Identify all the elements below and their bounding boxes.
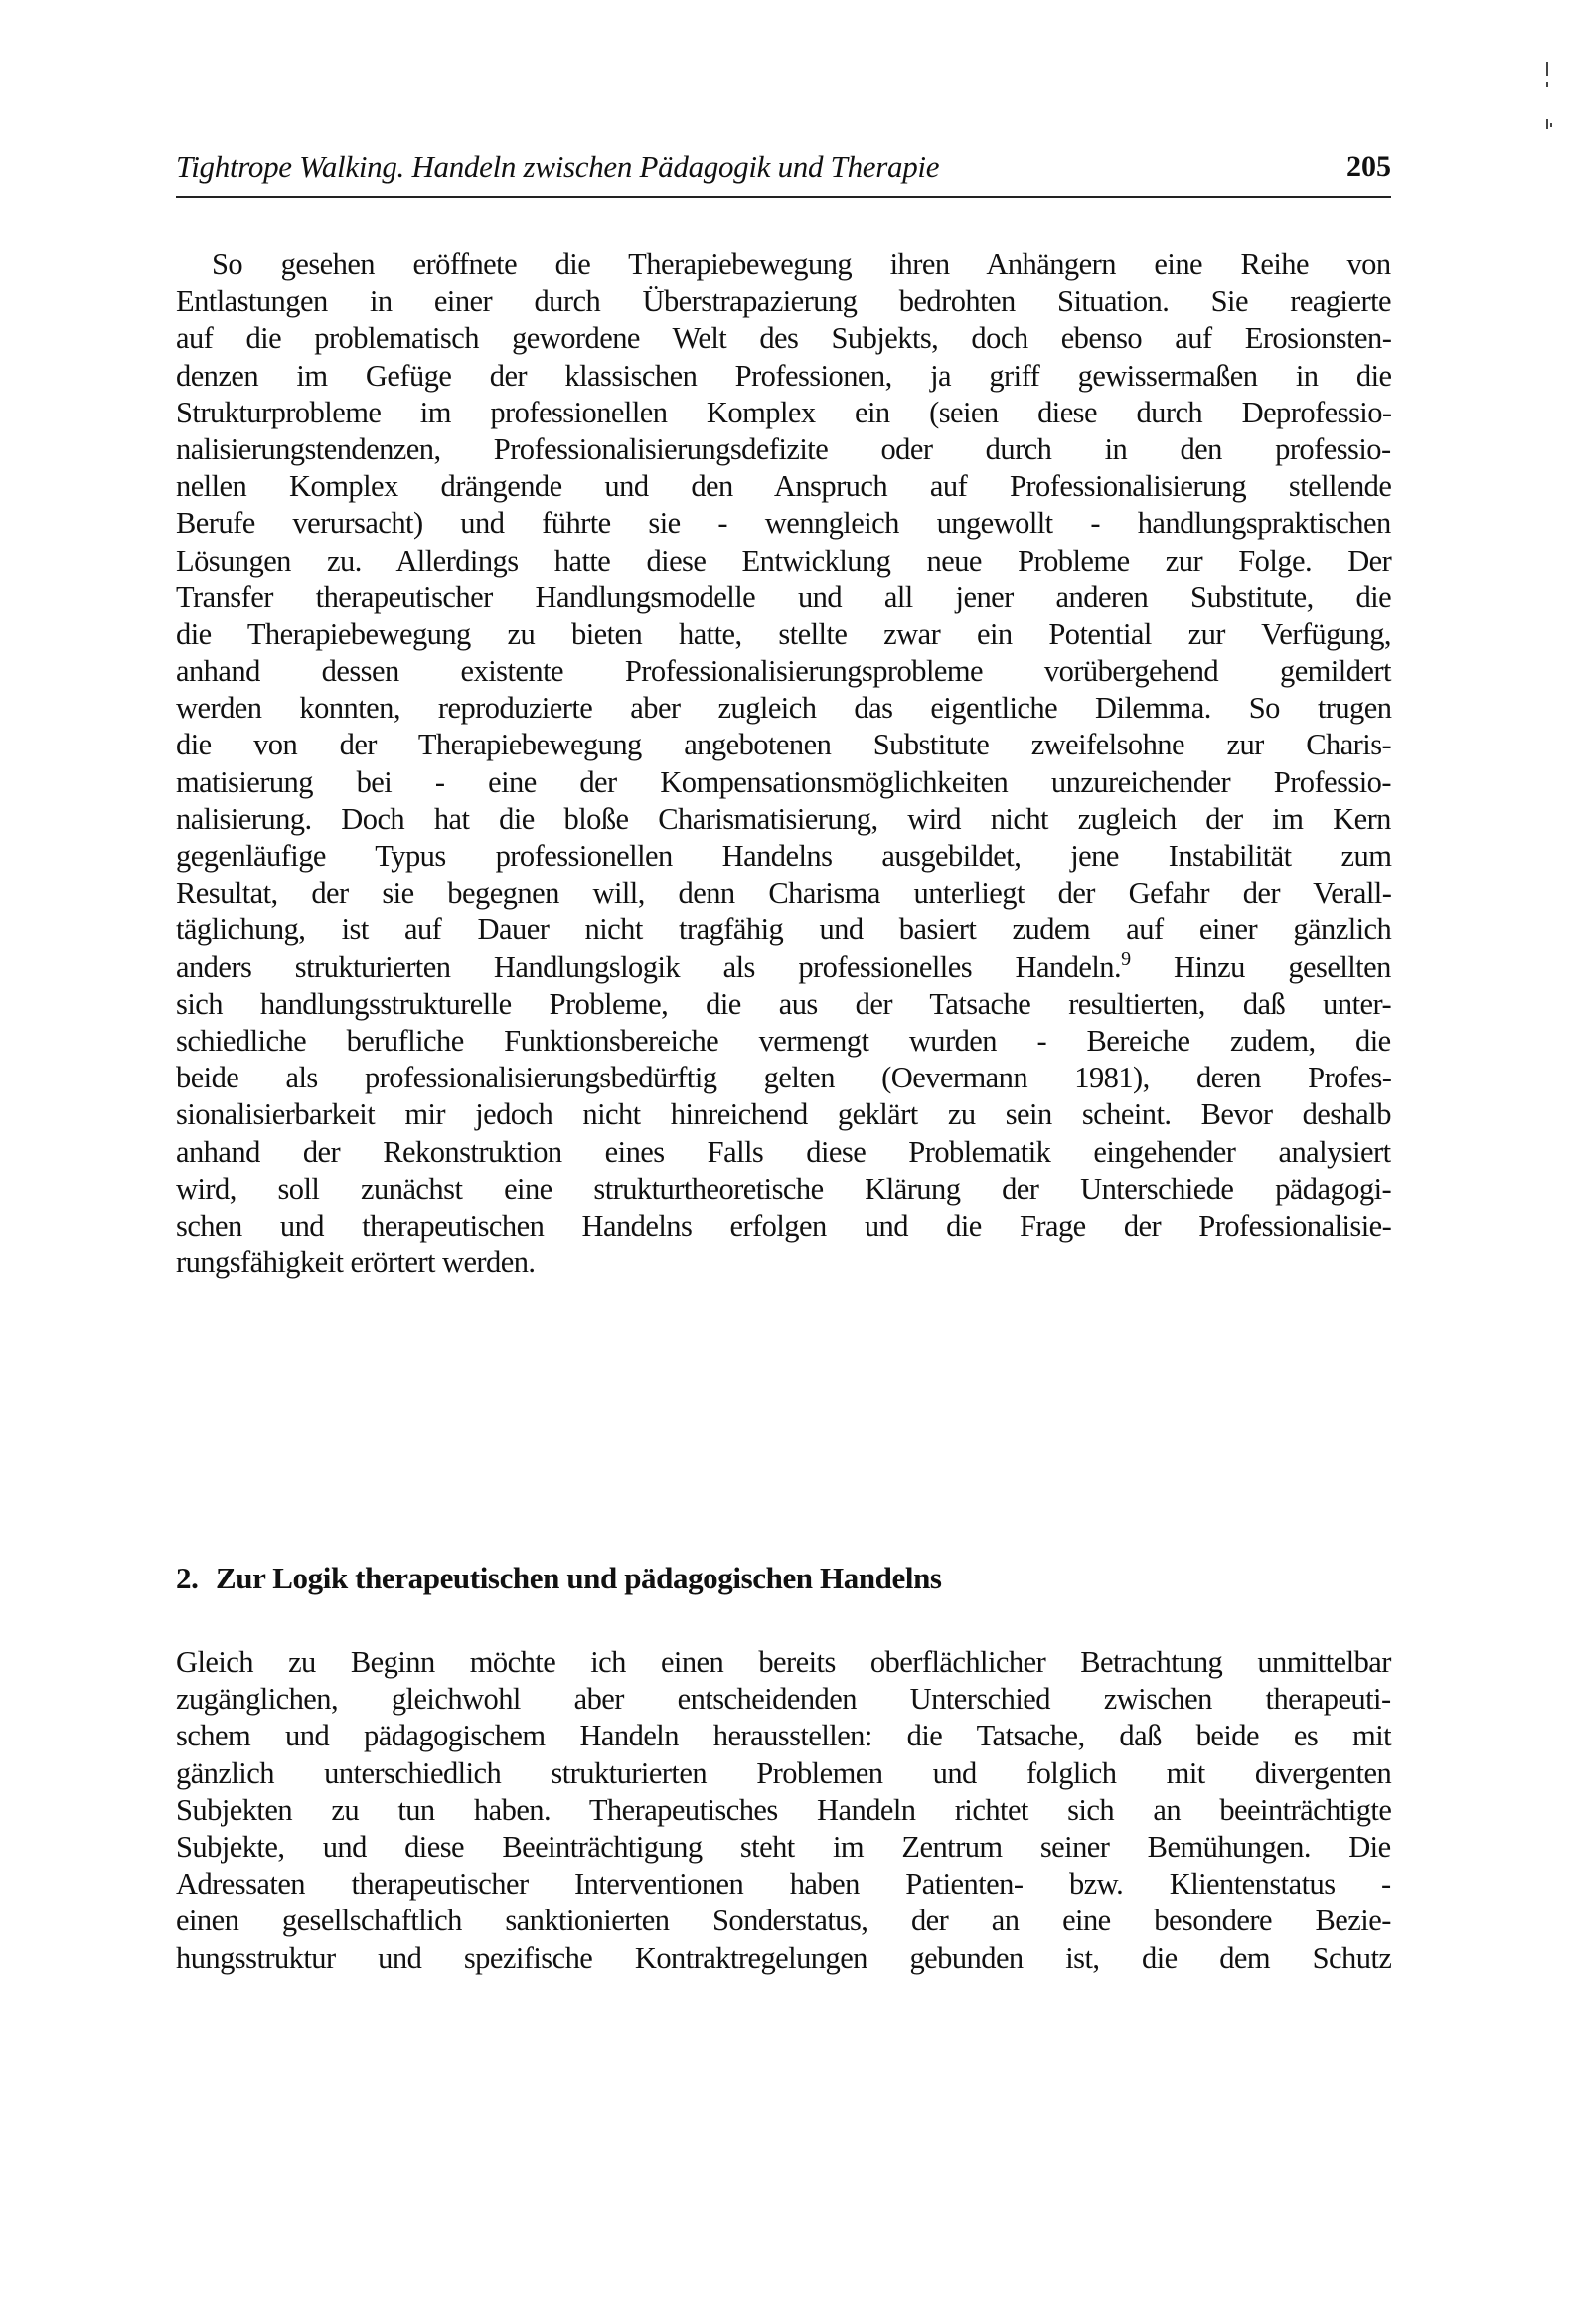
paragraph-line: matisierung bei - eine der Kompensationsmöglichkeiten unzureichender Professio- xyxy=(176,764,1391,799)
paragraph-line: anhand der Rekonstruktion eines Falls diese Problematik eingehender analysiert xyxy=(176,1134,1391,1169)
paragraph-line: Subjekten zu tun haben. Therapeutisches Handeln richtet sich an beeinträchtigte xyxy=(176,1792,1392,1827)
paragraph-line: Adressaten therapeutischer Interventionen haben Patienten- bzw. Klientenstatus - xyxy=(176,1867,1391,1902)
paragraph-line: täglichung, ist auf Dauer nicht tragfähig und basiert zudem auf einer gänzlich xyxy=(176,913,1392,947)
paragraph-line: So gesehen eröffnete die Therapiebewegung ihren Anhängern eine Reihe von xyxy=(212,248,1391,281)
paragraph-line: Berufe verursacht) und führte sie - wenngleich ungewollt - handlungspraktischen xyxy=(176,506,1391,541)
paragraph-line: Subjekte, und diese Beeinträchtigung steht im Zentrum seiner Bemühungen. Die xyxy=(176,1829,1391,1864)
paragraph-line: gänzlich unterschiedlich strukturierten Problemen und folglich mit divergenten xyxy=(176,1755,1392,1790)
paragraph-line: nalisierung. Doch hat die bloße Charismatisierung, wird nicht zugleich der im Kern xyxy=(176,801,1391,836)
paragraph-line: die von der Therapiebewegung angebotenen Substitute zweifelsohne zur Charis- xyxy=(176,728,1392,762)
paragraph-line: Gleich zu Beginn möchte ich einen bereits oberflächlicher Betrachtung unmittelbar xyxy=(176,1645,1391,1679)
paragraph-line: zugänglichen, gleichwohl aber entscheidenden Unterschied zwischen therapeuti- xyxy=(176,1682,1391,1717)
paragraph-line: wird, soll zunächst eine strukturtheoretische Klärung der Unterschiede pädagogi- xyxy=(176,1171,1392,1206)
header-rule xyxy=(176,196,1391,198)
paragraph-line: denzen im Gefüge der klassischen Professionen, ja griff gewissermaßen in die xyxy=(176,358,1392,393)
paragraph-line: gegenläufige Typus professionellen Handelns ausgebildet, jene Instabilität zum xyxy=(176,839,1392,873)
paragraph-line: die Therapiebewegung zu bieten hatte, stellte zwar ein Potential zur Verfügung, xyxy=(176,616,1391,651)
running-title: Tightrope Walking. Handeln zwischen Pädagogik und Therapie xyxy=(176,149,940,184)
page-number: 205 xyxy=(1346,150,1391,183)
paragraph-line: auf die problematisch gewordene Welt des Subjekts, doch ebenso auf Erosionsten- xyxy=(176,321,1392,356)
section-number: 2. xyxy=(176,1561,199,1595)
paragraph-line: anhand dessen existente Professionalisierungsprobleme vorübergehend gemildert xyxy=(176,654,1391,689)
paragraph-line: sich handlungsstrukturelle Probleme, die aus der Tatsache resultierten, daß unter- xyxy=(176,986,1392,1021)
paragraph-1 xyxy=(176,247,1391,1281)
running-header xyxy=(0,145,1391,189)
section-heading xyxy=(176,1559,942,1598)
paragraph-line: rungsfähigkeit erörtert werden. xyxy=(176,1245,536,1280)
line-text: Hinzu gesellten xyxy=(1130,949,1391,984)
paragraph-line: schem und pädagogischem Handeln herausstellen: die Tatsache, daß beide es mit xyxy=(176,1719,1392,1753)
paragraph-line: nalisierungstendenzen, Professionalisierungsdefizite oder durch in den professio- xyxy=(176,431,1391,466)
paragraph-line: beide als professionalisierungsbedürftig gelten (Oevermann 1981), deren Profes- xyxy=(176,1061,1392,1095)
footnote-marker[interactable]: 9 xyxy=(1121,947,1131,970)
paragraph-line: hungsstruktur und spezifische Kontraktregelungen gebunden ist, die dem Schutz xyxy=(176,1940,1392,1975)
paragraph-line: einen gesellschaftlich sanktionierten Sonderstatus, der an eine besondere Bezie- xyxy=(176,1904,1391,1938)
paragraph-line: Lösungen zu. Allerdings hatte diese Entwicklung neue Probleme zur Folge. Der xyxy=(176,543,1392,578)
paragraph-line: schen und therapeutischen Handelns erfolgen und die Frage der Professionalisie- xyxy=(176,1208,1392,1243)
paragraph-line: Transfer therapeutischer Handlungsmodelle und all jener anderen Substitute, die xyxy=(176,580,1392,614)
paragraph-2 xyxy=(176,1644,1391,1977)
paragraph-line: Strukturprobleme im professionellen Komplex ein (seien diese durch Deprofessio- xyxy=(176,395,1392,429)
paragraph-line: nellen Komplex drängende und den Anspruch auf Professionalisierung stellende xyxy=(176,469,1392,504)
paragraph-line: schiedliche berufliche Funktionsbereiche vermengt wurden - Bereiche zudem, die xyxy=(176,1023,1391,1058)
section-title: Zur Logik therapeutischen und pädagogischen Handelns xyxy=(216,1561,942,1595)
paragraph-line: Entlastungen in einer durch Überstrapazierung bedrohten Situation. Sie reagierte xyxy=(176,284,1391,319)
paragraph-line: sionalisierbarkeit mir jedoch nicht hinreichend geklärt zu sein scheint. Bevor deshalb xyxy=(176,1097,1391,1132)
scan-artifact-marks xyxy=(1546,62,1554,151)
paragraph-line: Resultat, der sie begegnen will, denn Charisma unterliegt der Gefahr der Verall- xyxy=(176,876,1392,911)
line-text: anders strukturierten Handlungslogik als professionelles Handeln. xyxy=(176,949,1122,984)
paragraph-line: werden konnten, reproduzierte aber zugleich das eigentliche Dilemma. So trugen xyxy=(176,691,1392,726)
paragraph-line-with-footnote xyxy=(176,949,1391,986)
